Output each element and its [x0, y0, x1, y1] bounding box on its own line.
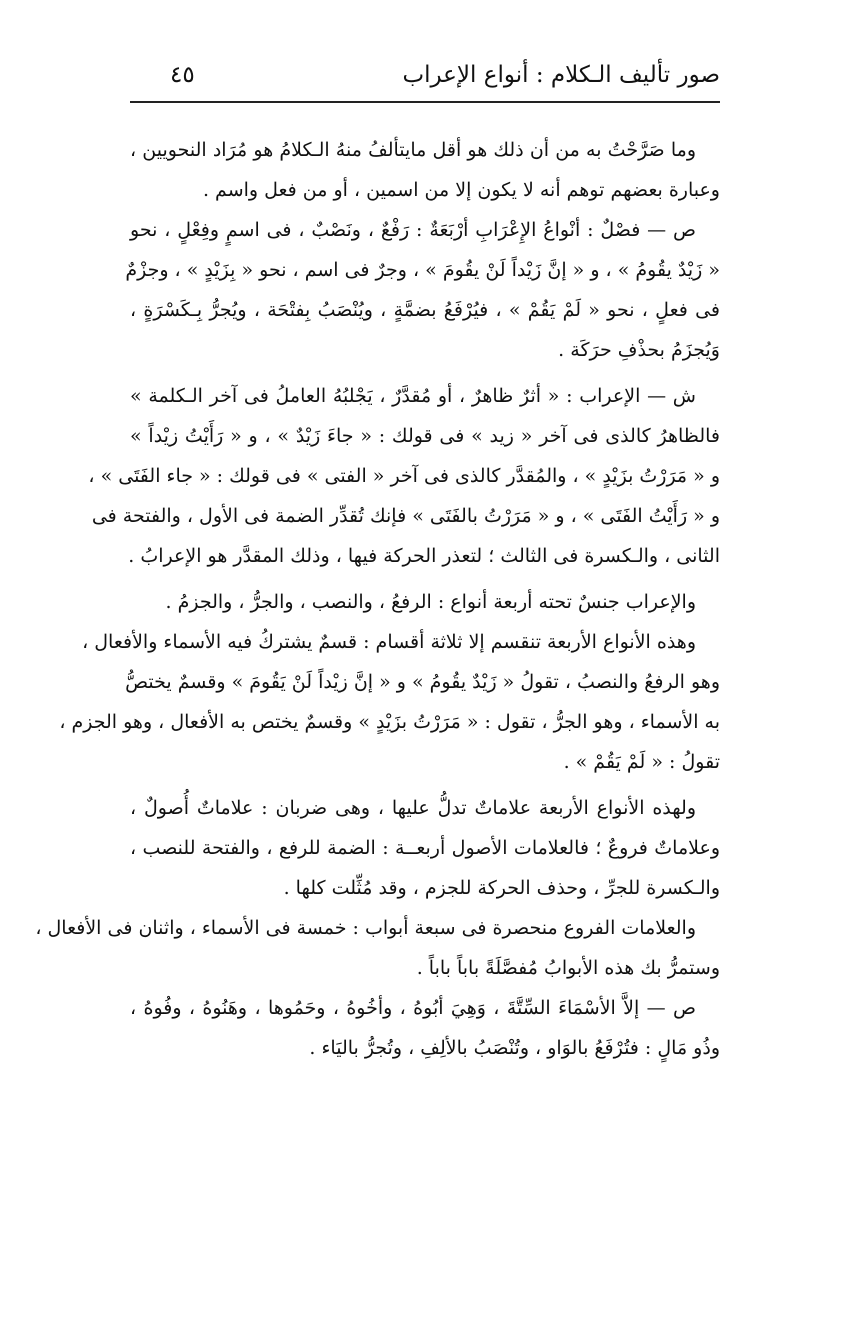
paragraph: [125, 210, 720, 370]
text-line: تقولُ : « لَمْ يَقُمْ » .: [563, 751, 720, 773]
text-line: ش — الإعراب : « أثرٌ ظاهرٌ ، أو مُقدَّرٌ ، يَجْلبُهُ العاملُ فى آخر الـكلمة »: [130, 385, 696, 407]
paragraph: [130, 988, 720, 1068]
text-line: ص — فصْلٌ : أنْواعُ الإِعْرَابِ أرْبَعَةٌ : رَفْعٌ ، ونَصْبٌ ، فى اسمٍ وفِعْلٍ ، نحو: [130, 219, 696, 241]
text-line: و « مَرَرْتُ بزَيْدٍ » ، والمُقدَّر كالذى فى آخر « الفتى » فى قولك : « جاء الفَتَى » ،: [88, 465, 720, 487]
text-line: والإعراب جنسٌ تحته أربعة أنواع : الرفعُ ، والنصب ، والجرُّ ، والجزمُ .: [165, 591, 696, 613]
page-number: ٤٥: [170, 62, 195, 88]
page-body: [35, 130, 720, 1068]
text-line: ص — إلاَّ الأسْمَاءَ السِّتَّةَ ، وَهِيَ أبُوهُ ، وأخُوهُ ، وحَمُوها ، وهَنُوهُ ، وفُوهُ ،: [130, 997, 696, 1019]
paragraph: [130, 582, 720, 622]
paragraph: [130, 130, 720, 210]
text-line: « زَيْدٌ يقُومُ » ، و « إنَّ زَيْداً لَنْ يقُومَ » ، وجرٌ فى اسم ، نحو « بِزَيْدٍ » ، وجزْمٌ: [125, 259, 720, 281]
paragraph: [35, 908, 720, 988]
text-line: ولهذه الأنواع الأربعة علاماتٌ تدلُّ عليها ، وهى ضربان : علاماتٌ أُصولٌ ،: [130, 797, 696, 819]
text-line: فالظاهرُ كالذى فى آخر « زيد » فى قولك : « جاءَ زَيْدٌ » ، و « رَأَيْتُ زيْداً »: [130, 425, 720, 447]
text-line: وذُو مَالٍ : فتُرْفَعُ بالوَاو ، وتُنْصَبُ بالألِفِ ، وتُجرُّ باليَاء .: [309, 1037, 720, 1059]
paragraph: [88, 376, 720, 576]
text-line: الثانى ، والـكسرة فى الثالث ؛ لتعذر الحركة فيها ، وذلك المقدَّر هو الإعرابُ .: [128, 545, 720, 567]
text-line: وَيُجزَمُ بحذْفِ حرَكَة .: [558, 339, 720, 361]
paragraph: [59, 622, 720, 782]
text-line: وهذه الأنواع الأربعة تنقسم إلا ثلاثة أقسام : قسمٌ يشتركُ فيه الأسماء والأفعال ،: [82, 631, 696, 653]
text-line: وستمرُّ بك هذه الأبوابُ مُفصَّلَةً باباً باباً .: [416, 957, 720, 979]
text-line: و « رَأَيْتُ الفَتَى » ، و « مَرَرْتُ بالفَتَى » فإنك تُقدِّر الضمة فى الأول ، والفتحة فى: [91, 505, 720, 527]
page-header: [130, 60, 720, 100]
text-line: وما صَرَّحْتُ به من أن ذلك هو أقل مايتألفُ منهُ الـكلامُ هو مُرَاد النحويين ،: [130, 139, 696, 161]
text-line: فى فعلٍ ، نحو « لَمْ يَقُمْ » ، فيُرْفَعُ بضمَّةٍ ، ويُنْصَبُ بِفتْحَة ، ويُجرُّ بِـكَسْرَةٍ ،: [130, 299, 720, 321]
running-title: صور تأليف الـكلام : أنواع الإعراب: [402, 62, 720, 88]
text-line: وعبارة بعضهم توهم أنه لا يكون إلا من اسمين ، أو من فعل واسم .: [202, 179, 720, 201]
text-line: به الأسماء ، وهو الجرُّ ، تقول : « مَرَرْتُ بزَيْدٍ » وقسمٌ يختص به الأفعال ، وهو الجزم ،: [59, 711, 720, 733]
header-rule: [130, 101, 720, 103]
text-line: والعلامات الفروع منحصرة فى سبعة أبواب : خمسة فى الأسماء ، واثنان فى الأفعال ،: [35, 917, 696, 939]
text-line: وعلاماتٌ فروعٌ ؛ فالعلامات الأصول أربعــة : الضمة للرفع ، والفتحة للنصب ،: [130, 837, 720, 859]
text-line: وهو الرفعُ والنصبُ ، تقولُ « زَيْدٌ يقُومُ » و « إنَّ زيْداً لَنْ يَقُومَ » وقسمٌ يختصُّ: [125, 671, 720, 693]
paragraph: [130, 788, 720, 908]
text-line: والـكسرة للجرِّ ، وحذف الحركة للجزم ، وقد مُثِّلت كلها .: [283, 877, 720, 899]
